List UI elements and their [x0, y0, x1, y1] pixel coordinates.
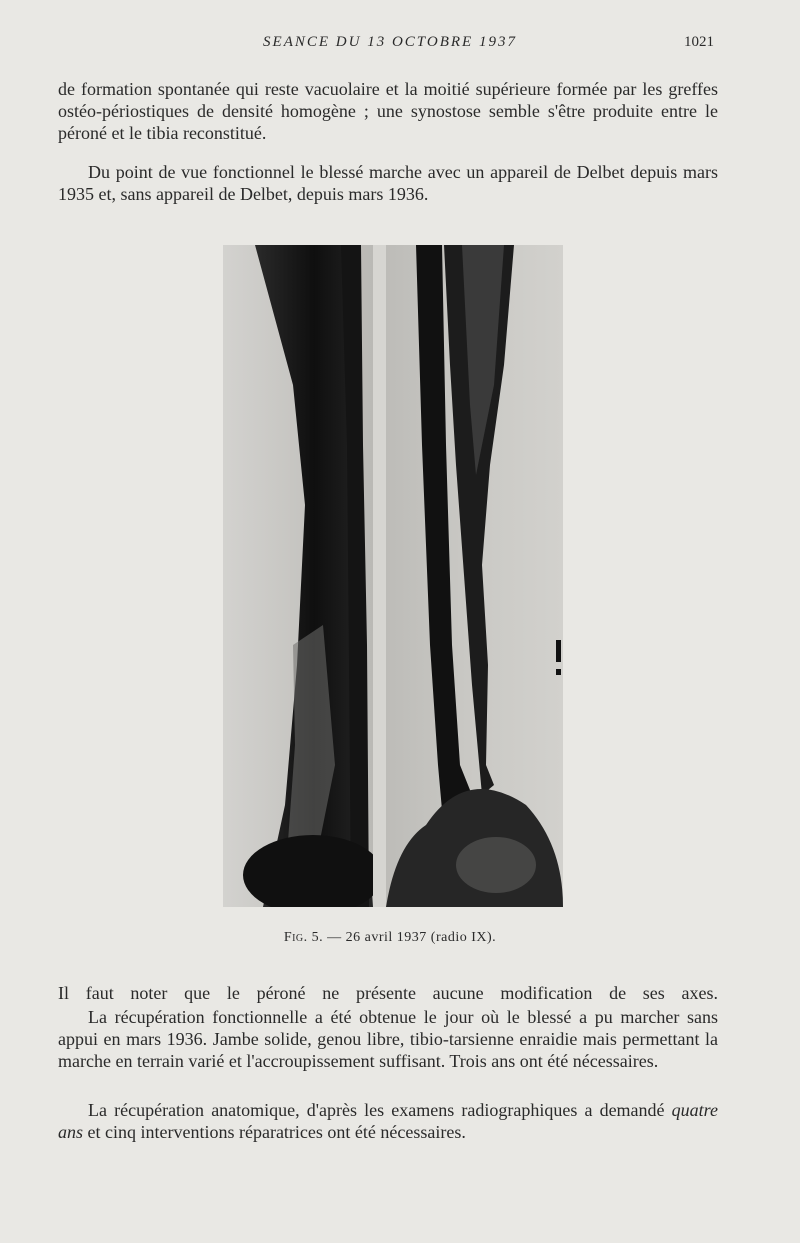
page-header [0, 34, 800, 58]
running-title: SEANCE DU 13 OCTOBRE 1937 [263, 34, 517, 50]
radiograph-figure [223, 245, 563, 907]
p5-text-after: et cinq interventions réparatrices ont été nécessaires. [83, 1122, 466, 1142]
caption-prefix: Fig. [283, 930, 308, 945]
radiograph-left-panel [223, 245, 386, 907]
paragraph-functional-recovery: La récupération fonctionnelle a été obtenue le jour où le blessé a pu marcher sans appui en mars 1936. Jambe solide, genou libre, tibio-tarsienne enraidie mais permettant la marche en terrain varié et l'accroupissement suffisant. Trois ans ont été nécessaires. [58, 1007, 718, 1071]
paragraph-anatomic-recovery [58, 1099, 718, 1143]
page-number: 1021 [684, 34, 714, 50]
figure-caption [0, 930, 780, 946]
radiograph-right-panel [386, 245, 563, 907]
p5-text-before: La récupération anatomique, d'après les examens radiographiques a demandé [88, 1100, 672, 1120]
caption-text: 5. — 26 avril 1937 (radio IX). [307, 930, 497, 945]
p5-emphasis: quatre ans [58, 1100, 718, 1142]
paragraph-functional: Du point de vue fonctionnel le blessé marche avec un appareil de Delbet depuis mars 1935 et, sans appareil de Delbet, depuis mars 1936. [58, 162, 718, 204]
paragraph-continuation: de formation spontanée qui reste vacuolaire et la moitié supérieure formée par les greffes ostéo-périostiques de densité homogène ; une synostose semble s'être produite entre le péroné et le tibia reconstitué. [58, 79, 718, 143]
paragraph-peroneus-note: Il faut noter que le péroné ne présente aucune modification de ses axes. [58, 983, 718, 1003]
